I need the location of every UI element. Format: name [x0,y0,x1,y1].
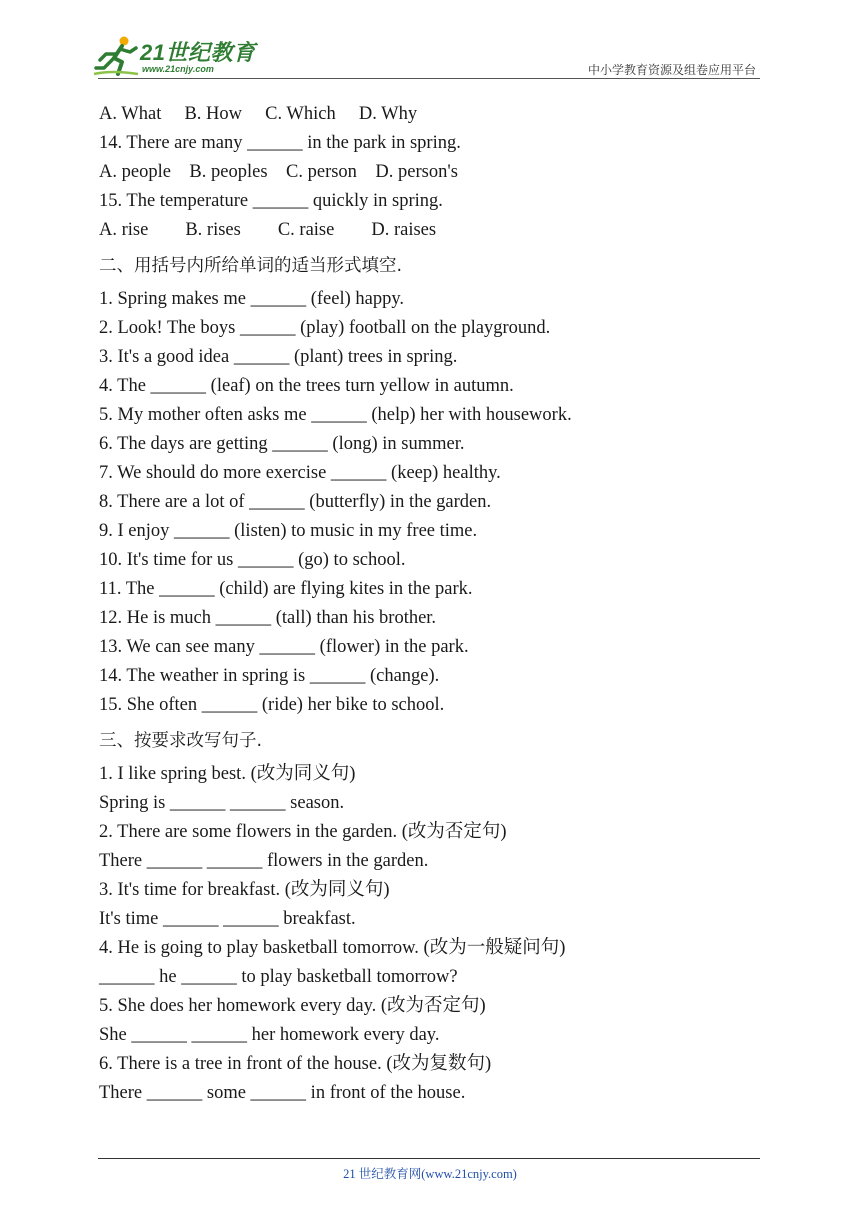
logo-url-text: www.21cnjy.com [142,64,214,74]
page-header [0,0,860,84]
question-line: 10. It's time for us ______ (go) to school. [99,550,406,570]
question-line: A. What B. How C. Which D. Why [99,104,418,124]
question-line: 6. There is a tree in front of the house. (改为复数句) [99,1054,492,1074]
runner-logo-icon [92,34,140,78]
question-line: ______ he ______ to play basketball tomorrow? [99,967,458,987]
question-line: 2. Look! The boys ______ (play) football on the playground. [99,318,551,338]
question-line: 5. My mother often asks me ______ (help) her with housework. [99,405,572,425]
question-line: 9. I enjoy ______ (listen) to music in my free time. [99,521,478,541]
question-line: 13. We can see many ______ (flower) in the park. [99,637,469,657]
platform-title: 中小学教育资源及组卷应用平台 [587,63,756,77]
question-line: 4. He is going to play basketball tomorrow. (改为一般疑问句) [99,938,566,958]
question-line: 2. There are some flowers in the garden. (改为否定句) [99,822,507,842]
logo-brand-text: 21世纪教育 [140,40,256,65]
question-line: 8. There are a lot of ______ (butterfly) in the garden. [99,492,492,512]
section-heading: 二、用括号内所给单词的适当形式填空. [99,256,403,276]
question-line: 7. We should do more exercise ______ (keep) healthy. [99,463,501,483]
question-line: 1. Spring makes me ______ (feel) happy. [99,289,405,309]
question-line: 15. The temperature ______ quickly in spring. [99,191,443,211]
footer-divider [98,1158,760,1159]
question-line: There ______ some ______ in front of the house. [99,1083,466,1103]
question-line: 12. He is much ______ (tall) than his brother. [99,608,437,628]
header-divider [98,78,760,79]
question-line: 4. The ______ (leaf) on the trees turn yellow in autumn. [99,376,514,396]
logo [92,34,267,80]
worksheet-body [99,100,779,1108]
footer-text: 21 世纪教育网(www.21cnjy.com) [343,1167,517,1181]
question-line: 14. There are many ______ in the park in spring. [99,133,461,153]
question-line: A. rise B. rises C. raise D. raises [99,220,437,240]
question-line: 5. She does her homework every day. (改为否定句) [99,996,486,1016]
question-line: 6. The days are getting ______ (long) in summer. [99,434,465,454]
question-line: 3. It's time for breakfast. (改为同义句) [99,880,390,900]
question-line: She ______ ______ her homework every day. [99,1025,440,1045]
question-line: A. people B. peoples C. person D. person's [99,162,458,182]
question-line: Spring is ______ ______ season. [99,793,345,813]
question-line: It's time ______ ______ breakfast. [99,909,356,929]
question-line: 15. She often ______ (ride) her bike to school. [99,695,445,715]
question-line: 3. It's a good idea ______ (plant) trees in spring. [99,347,458,367]
question-line: There ______ ______ flowers in the garden. [99,851,429,871]
question-line: 1. I like spring best. (改为同义句) [99,764,356,784]
question-line: 11. The ______ (child) are flying kites in the park. [99,579,473,599]
question-line: 14. The weather in spring is ______ (change). [99,666,440,686]
section-heading: 三、按要求改写句子. [99,731,263,751]
